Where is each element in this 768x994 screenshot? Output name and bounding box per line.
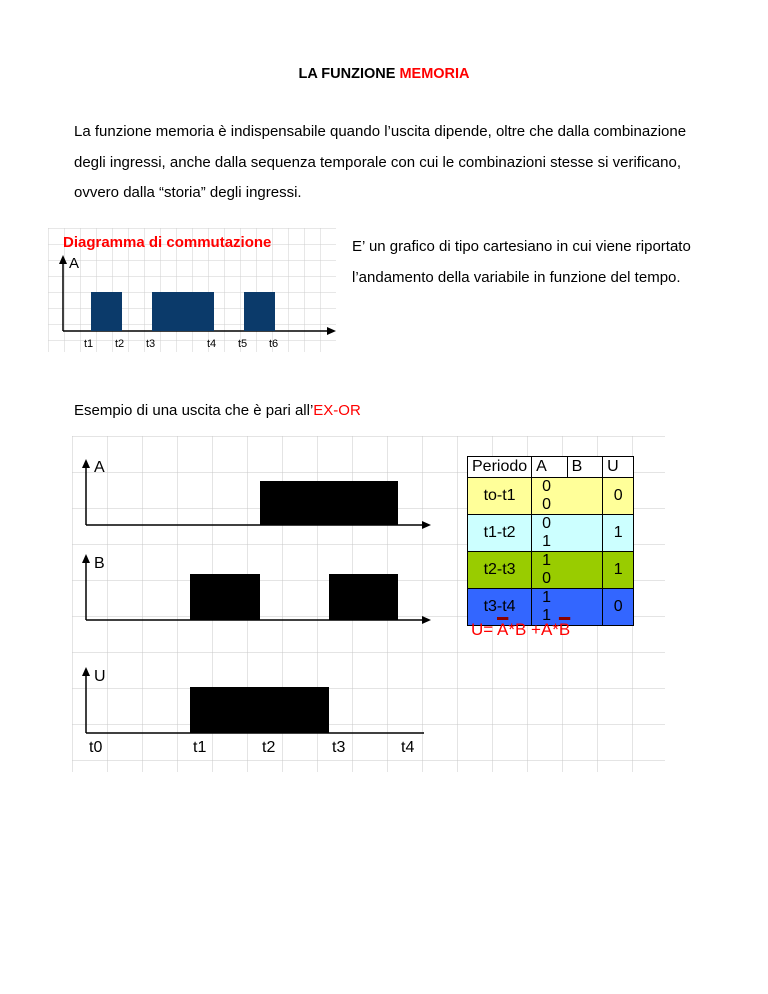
header-periodo: Periodo (468, 457, 532, 478)
truth-table-header (468, 457, 634, 478)
formula-b-bar: $\overline{B}$ (558, 620, 571, 639)
diagram2-tick-label: t0 (89, 739, 103, 756)
cell-u: 0 (603, 478, 634, 515)
header-u: U (603, 457, 634, 478)
diagram2-tick-label: t1 (193, 739, 207, 756)
table-row (468, 478, 634, 515)
diagram1-tick-label: t1 (84, 338, 94, 350)
cell-u: 1 (603, 515, 634, 552)
signal-a-label: A (94, 459, 105, 476)
commutation-diagram (48, 228, 336, 352)
cell-periodo: t2-t3 (468, 552, 532, 589)
cell-ab: 0 0 (532, 478, 603, 515)
diagram1-tick-label: t5 (238, 338, 248, 350)
diagram1-pulse (152, 292, 214, 331)
cell-u: 1 (603, 552, 634, 589)
signal-u-label: U (94, 668, 106, 685)
intro-paragraph: La funzione memoria è indispensabile quando l’uscita dipende, oltre che dalla combinazione degli ingressi, anche dalla sequenza temporale con cui le combinazioni stesse si verificano, ovvero dalla “storia” degli ingressi. (74, 123, 687, 201)
signal-b-label: B (94, 555, 105, 572)
diagram2-tick-label: t2 (262, 739, 276, 756)
table-row (468, 552, 634, 589)
header-b: B (567, 457, 603, 478)
signal-b-pulse (190, 574, 260, 620)
diagram2-tick-label: t3 (332, 739, 346, 756)
example-heading: Esempio di una uscita che è pari all’EX-OR (74, 402, 361, 419)
diagram1-title: Diagramma di commutazione (63, 234, 272, 251)
formula-a-bar: $\overline{A}$ (497, 620, 509, 639)
truth-table (467, 456, 634, 626)
cell-periodo: t1-t2 (468, 515, 532, 552)
diagram1-tick-label: t2 (115, 338, 125, 350)
cell-periodo: to-t1 (468, 478, 532, 515)
page-title: LA FUNZIONE MEMORIA (298, 66, 470, 82)
diagram1-tick-label: t4 (207, 338, 217, 350)
example-highlight: EX-OR (313, 402, 361, 419)
table-row (468, 515, 634, 552)
cell-u: 0 (603, 589, 634, 626)
diagram1-axis-label: A (69, 255, 80, 272)
diagram1-tick-label: t6 (269, 338, 279, 350)
diagram-description: E’ un grafico di tipo cartesiano in cui viene riportato l’andamento della variabile in funzione del tempo. (352, 238, 691, 286)
diagram1-tick-label: t3 (146, 338, 156, 350)
signal-u-pulse (190, 687, 329, 733)
cell-periodo: t3-t4 (468, 589, 532, 626)
exor-formula: $U= \overline{A}*B +A*\overline{B}$ (471, 620, 571, 639)
diagram2-tick-label: t4 (401, 739, 415, 756)
cell-ab: 1 0 (532, 552, 603, 589)
header-a: A (532, 457, 568, 478)
cell-ab: 1 1 (532, 589, 603, 626)
diagram1-pulse (91, 292, 122, 331)
signal-a-pulse (260, 481, 398, 525)
title-highlight: MEMORIA (399, 66, 470, 82)
signal-b-pulse (329, 574, 398, 620)
diagram1-pulse (244, 292, 275, 331)
cell-ab: 0 1 (532, 515, 603, 552)
